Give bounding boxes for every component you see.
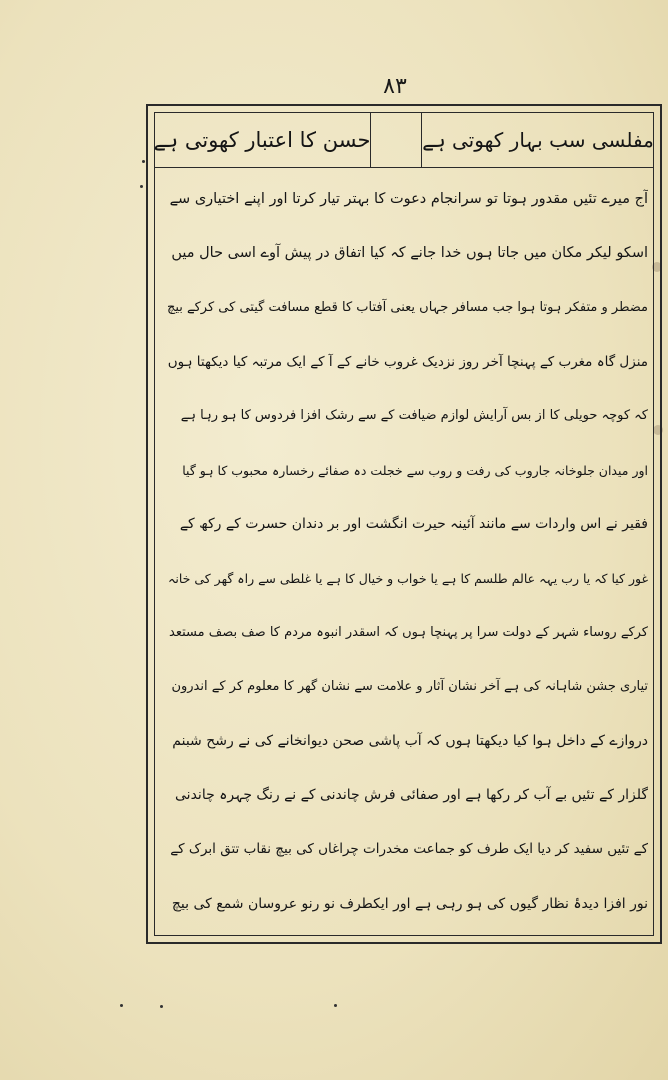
text-line: اسکو لیکر مکان میں جاتا ہوں خدا جانے کہ کیا اتفاق در پیش آوے اسی حال میں	[171, 245, 648, 262]
text-line: نور افزا دیدۂ نظار گیوں کی ہو رہی ہے اور ایکطرف نو رنو عروسان شمع کی بیچ	[171, 895, 648, 912]
text-line: کے تئیں سفید کر دیا ایک طرف کو جماعت مخدرات چراغاں کی بیچ نقاب تتق ابرک کے	[170, 841, 648, 858]
text-line: اور میدان جلوخانہ جاروب کی رفت و روب سے خجلت دہ صفائے رخسارہ محبوب کا ہو گیا	[182, 462, 648, 478]
page-number: ۸۳	[383, 74, 407, 99]
text-line: غور کیا کہ یا رب یہہ عالم طلسم کا ہے یا خواب و خیال کا ہے یا غلطی سے راہ گھر کی خانہ	[168, 570, 648, 586]
header-proverb-left: حسن کا اعتبار کھوتی ہے	[154, 128, 370, 152]
text-line: منزل گاہ مغرب کے پہنچا آخر روز نزدیک غروب خانے کے آ کے ایک مرتبہ کیا دیکھتا ہوں	[167, 353, 648, 370]
text-line: دروازے کے داخل ہوا کیا دیکھتا ہوں کہ آب پاشی صحن دیوانخانے کی نے رشح شبنم	[172, 732, 648, 749]
header-divider-cell	[370, 112, 422, 168]
manuscript-body	[162, 172, 648, 932]
text-line: کرکے روساء شہر کے دولت سرا پر پہنچا ہوں کہ اسقدر انبوہ مردم کا صف بصف مستعد	[169, 625, 648, 641]
text-line: آج میرے تئیں مقدور ہوتا تو سرانجام دعوت کا بہتر تیار کرتا اور اپنے اختیاری سے	[169, 191, 648, 208]
margin-dot	[120, 1004, 123, 1007]
text-line: گلزار کے تئیں بے آب کر رکھا ہے اور صفائی فرش چاندنی کے نے رنگ چہرہ چاندنی	[175, 787, 648, 804]
margin-dot	[140, 185, 143, 188]
margin-dot	[160, 1005, 163, 1008]
margin-dot	[334, 1004, 337, 1007]
header-row	[154, 112, 654, 168]
margin-dot	[142, 160, 145, 163]
text-line: مضطر و متفکر ہوتا ہوا جب مسافر جہاں یعنی آفتاب کا قطع مسافت گیتی کی کرکے بیچ	[166, 299, 648, 315]
text-line: فقیر نے اس واردات سے مانند آئینہ حیرت انگشت اور بر دندان حسرت کے رکھ کے	[179, 516, 648, 533]
text-line: کہ کوچہ حویلی کا از بس آرایش لوازم ضیافت کے سے رشک افزا فردوس کا ہو رہا ہے	[180, 408, 648, 424]
header-proverb-right: مفلسی سب بہار کھوتی ہے	[422, 128, 654, 152]
text-line: تیاری جشن شاہانہ کی ہے آخر نشان آثار و علامت سے نشان گھر کا معلوم کر کے اندرون	[171, 679, 648, 695]
